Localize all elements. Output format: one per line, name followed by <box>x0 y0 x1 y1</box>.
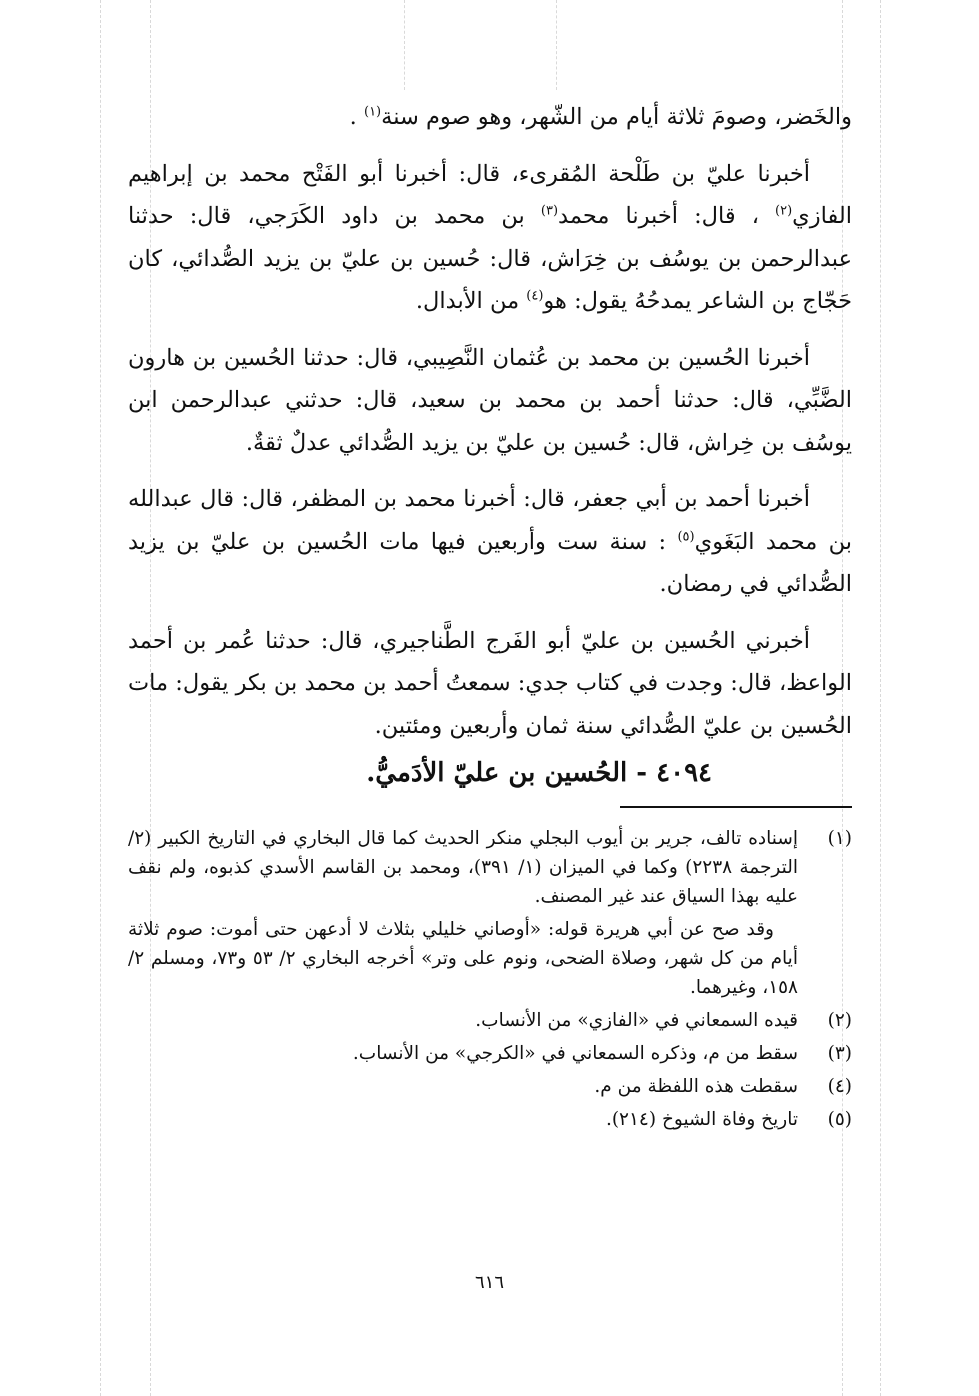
footnote-text: تاريخ وفاة الشيوخ (٢١٤). <box>605 1109 798 1130</box>
footnote <box>128 1105 852 1134</box>
scan-margin-line <box>100 0 101 1396</box>
footnotes <box>128 824 852 1138</box>
footnote-number: (١) <box>827 828 852 849</box>
footnote <box>128 1072 852 1101</box>
footnote-number: (٣) <box>827 1043 852 1064</box>
paragraph <box>128 478 852 606</box>
footnote <box>128 824 852 911</box>
footnote-ref[interactable]: (١) <box>363 104 382 120</box>
footnote-text: إسناده تالف، جرير بن أيوب البجلي منكر الحديث كما قال البخاري في التاريخ الكبير (٢/ الترجمة ٢٢٣٨) وكما في الميزان (١/ ٣٩١)، ومحمد بن القاسم الأسدي كذبوه، ولم نقف عليه بهذا السياق عند غير المصنف. <box>128 828 798 907</box>
paragraph <box>128 337 852 465</box>
footnote-continuation: وقد صح عن أبي هريرة قوله: «أوصاني خليلي بثلاث لا أدعهن حتى أموت: صوم ثلاثة أيام من كل شهر، وصلاة الضحى، ونوم على وتر» أخرجه البخاري ٢/ ٥٣ و٧٣، ومسلم ٢/ ١٥٨، وغيرهما. <box>128 919 798 998</box>
footnote-text: سقطت هذه اللفظة من م. <box>594 1076 798 1097</box>
footnote-text: قيده السمعاني في «الفازي» من الأنساب. <box>475 1010 798 1031</box>
scan-margin-line <box>404 0 405 90</box>
main-text <box>128 96 852 761</box>
text-run: أخبرني الحُسين بن عليّ أبو الفَرج الطَّناجيري، قال: حدثنا عُمر بن أحمد الواعظ، قال: وجدت في كتاب جدي: سمعتُ أحمد بن محمد بن بكر يقول: مات الحُسين بن عليّ الصُّدائي سنة ثمان وأربعين ومئتين. <box>128 627 852 739</box>
footnote <box>128 1039 852 1068</box>
footnote-ref[interactable]: (٣) <box>540 203 559 219</box>
text-run: : سنة ست وأربعين فيها مات الحُسين بن عليّ بن يزيد الصُّدائي في رمضان. <box>128 528 852 597</box>
text-run: من الأبدال. <box>415 288 527 314</box>
entry-heading: ٤٠٩٤ - الحُسين بن عليّ الأدَميُّ. <box>366 758 712 788</box>
footnote-ref[interactable]: (٢) <box>775 203 793 219</box>
text-run: والخَضر، وصومَ ثلاثة أيام من الشّهر، وهو صوم سنة <box>381 104 852 130</box>
footnote-ref[interactable]: (٥) <box>677 529 695 544</box>
paragraph <box>128 620 852 748</box>
text-run: . <box>349 104 364 130</box>
footnote-separator <box>620 806 852 808</box>
footnote-text: سقط من م، وذكره السمعاني في «الكرجي» من الأنساب. <box>352 1043 798 1064</box>
footnote-number: (٤) <box>827 1076 852 1097</box>
text-run: أخبرنا أحمد بن أبي جعفر، قال: أخبرنا محمد بن المظفر، قال: قال عبدالله بن محمد البَغَوي <box>128 486 852 555</box>
footnote-number: (٢) <box>827 1010 852 1031</box>
footnote-number: (٥) <box>827 1109 852 1130</box>
scan-margin-line <box>556 0 557 90</box>
text-run: ، قال: أخبرنا محمد <box>558 203 776 229</box>
text-run: أخبرنا عليّ بن طَلْحة المُقرىء، قال: أخبرنا أبو الفَتْح محمد بن إبراهيم الفازي <box>128 160 852 229</box>
footnote <box>128 1006 852 1035</box>
text-run: أخبرنا الحُسين بن محمد بن عُثمان النَّصِيبي، قال: حدثنا الحُسين بن هارون الضَّبِّي، قال: حدثنا أحمد بن محمد بن سعيد، قال: حدثني عبدالرحمن ابن يوسُف بن خِراش، قال: حُسين بن عليّ بن يزيد الصُّدائي عدلٌ ثقةٌ. <box>128 344 852 456</box>
paragraph <box>128 153 852 323</box>
text-run: بن محمد بن داود الكَرَجي، قال: حدثنا عبدالرحمن بن يوسُف بن خِرَاش، قال: حُسين بن عليّ بن يزيد الصُّدائي، كان حَجّاج بن الشاعر يمدحُهُ يقول: هو <box>128 203 852 314</box>
paragraph <box>128 96 852 139</box>
footnote-ref[interactable]: (٤) <box>526 288 544 304</box>
page-number: ٦١٦ <box>474 1272 504 1293</box>
scan-margin-line <box>880 0 881 1396</box>
